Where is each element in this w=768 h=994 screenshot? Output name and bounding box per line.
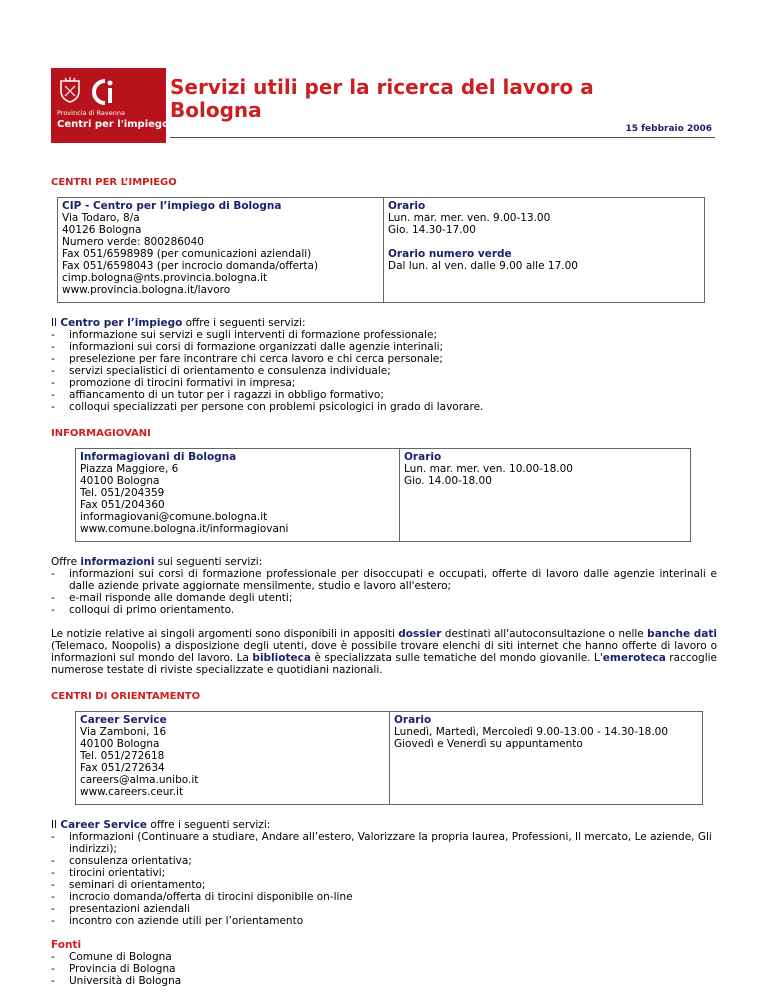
cpi-intro: Il Centro per l’impiego offre i seguenti servizi: [51,317,306,329]
hours-line: Gio. 14.30-17.00 [388,224,476,236]
section-heading-cpi: CENTRI PER L’IMPIEGO [51,177,177,188]
informagiovani-hours [400,449,690,541]
cpi-hours [384,198,704,302]
cpi-info-box [57,197,705,303]
career-contact [76,712,390,804]
green-number-hours-label: Orario numero verde [388,248,512,260]
list-item: - Provincia di Bologna [51,963,717,975]
list-item: - Comune di Bologna [51,951,717,963]
header-divider [170,137,715,138]
fax-line: Fax 051/272634 [80,762,165,774]
address-line: Piazza Maggiore, 6 [80,463,179,475]
green-number-hours-line: Dal lun. al ven. dalle 9.00 alle 17.00 [388,260,578,272]
list-item: - colloqui di primo orientamento. [51,604,717,616]
website-line: www.careers.ceur.it [80,786,184,798]
list-item: - servizi specialistici di orientamento e consulenza individuale; [51,365,717,377]
list-item: - presentazioni aziendali [51,903,717,915]
hours-line: Giovedì e Venerdì su appuntamento [394,738,583,750]
phone-line: Tel. 051/272618 [80,750,165,762]
informagiovani-notes: Le notizie relative ai singoli argomenti sono disponibili in appositi dossier destinati all'autoconsultazione o nelle banche dati (Telemaco, Noopolis) a disposizione degli utenti, dove è possibile trovare elenchi di siti internet che hanno offerte di lavoro o informazioni sul mondo del lavoro. La biblioteca è specializzata sulle tematiche del mondo giovanile. L'emeroteca raccoglie numerose testate di riviste specializzate e quotidiani nazionali. [51,628,717,676]
career-intro-bold: Career Service [60,819,148,831]
address-line: Via Zamboni, 16 [80,726,167,738]
informagiovani-info-box [75,448,691,542]
hours-line: Lunedì, Martedì, Mercoledì 9.00-13.00 - 14.30-18.00 [394,726,669,738]
phone-line: Numero verde: 800286040 [62,236,204,248]
email-line: cimp.bologna@nts.provincia.bologna.it [62,272,268,284]
hours-label: Orario [394,714,432,726]
career-name: Career Service [80,714,167,726]
document-date: 15 febbraio 2006 [625,124,712,134]
email-line: careers@alma.unibo.it [80,774,199,786]
page-title: Servizi utili per la ricerca del lavoro a Bologna [170,75,594,122]
phone-line: Tel. 051/204359 [80,487,165,499]
section-heading-informagiovani: INFORMAGIOVANI [51,428,151,439]
bold-banche-dati: banche dati [647,628,717,640]
ci-brand-icon [91,77,121,107]
logo [51,68,169,143]
bold-emeroteca: emeroteca [602,652,666,664]
logo-name: Centri per l'impiego [57,119,169,130]
website-line: www.comune.bologna.it/informagiovani [80,523,289,535]
address-line: 40100 Bologna [80,738,160,750]
address-line: 40100 Bologna [80,475,160,487]
address-line: Via Todaro, 8/a [62,212,140,224]
career-services-list [51,831,717,927]
list-item: - Università di Bologna [51,975,717,987]
informagiovani-name: Informagiovani di Bologna [80,451,237,463]
list-item: - colloqui specializzati per persone con problemi psicologici in grado di lavorare. [51,401,717,413]
address-line: 40126 Bologna [62,224,142,236]
career-hours [390,712,702,804]
website-line: www.provincia.bologna.it/lavoro [62,284,231,296]
sources-heading: Fonti [51,939,82,951]
cpi-contact [58,198,384,302]
informagiovani-contact [76,449,400,541]
informagiovani-services-list [51,568,717,616]
hours-line: Gio. 14.00-18.00 [404,475,492,487]
cpi-intro-bold: Centro per l’impiego [60,317,183,329]
list-item: - affiancamento di un tutor per i ragazzi in obbligo formativo; [51,389,717,401]
hours-label: Orario [388,200,426,212]
list-item: - e-mail risponde alle domande degli utenti; [51,592,717,604]
section-heading-orientamento: CENTRI DI ORIENTAMENTO [51,691,201,702]
hours-line: Lun. mar. mer. ven. 9.00-13.00 [388,212,551,224]
cpi-services-list [51,329,717,413]
list-item: - promozione di tirocini formativi in impresa; [51,377,717,389]
list-item: - tirocini orientativi; [51,867,717,879]
list-item: - informazioni sui corsi di formazione organizzati dalle agenzie interinali; [51,341,717,353]
informagiovani-intro: Offre informazioni sui seguenti servizi: [51,556,263,568]
fax-line: Fax 051/6598989 (per comunicazioni aziendali) [62,248,312,260]
list-item: - seminari di orientamento; [51,879,717,891]
informagiovani-intro-bold: informazioni [80,556,155,568]
bold-dossier: dossier [398,628,442,640]
list-item: - informazioni sui corsi di formazione professionale per disoccupati e occupati, offerte di lavoro dalle agenzie interinali e dalle aziende private aggiornate mensilmente, studio e lavoro all'estero; [51,568,717,592]
list-item: - incrocio domanda/offerta di tirocini disponibile on-line [51,891,717,903]
list-item: - informazione sui servizi e sugli interventi di formazione professionale; [51,329,717,341]
email-line: informagiovani@comune.bologna.it [80,511,268,523]
career-info-box [75,711,703,805]
sources-list [51,951,717,987]
list-item: - consulenza orientativa; [51,855,717,867]
coat-of-arms-icon [58,77,82,103]
bold-biblioteca: biblioteca [252,652,311,664]
hours-line: Lun. mar. mer. ven. 10.00-18.00 [404,463,573,475]
hours-label: Orario [404,451,442,463]
logo-province: Provincia di Ravenna [57,109,125,117]
cpi-name: CIP - Centro per l’impiego di Bologna [62,200,282,212]
career-intro: Il Career Service offre i seguenti servizi: [51,819,271,831]
list-item: - incontro con aziende utili per l’orientamento [51,915,717,927]
document-body [51,176,717,987]
fax-line: Fax 051/6598043 (per incrocio domanda/offerta) [62,260,319,272]
list-item: - preselezione per fare incontrare chi cerca lavoro e chi cerca personale; [51,353,717,365]
fax-line: Fax 051/204360 [80,499,165,511]
list-item: - informazioni (Continuare a studiare, Andare all’estero, Valorizzare la propria laurea, Professioni, Il mercato, Le aziende, Gli indirizzi); [51,831,717,855]
